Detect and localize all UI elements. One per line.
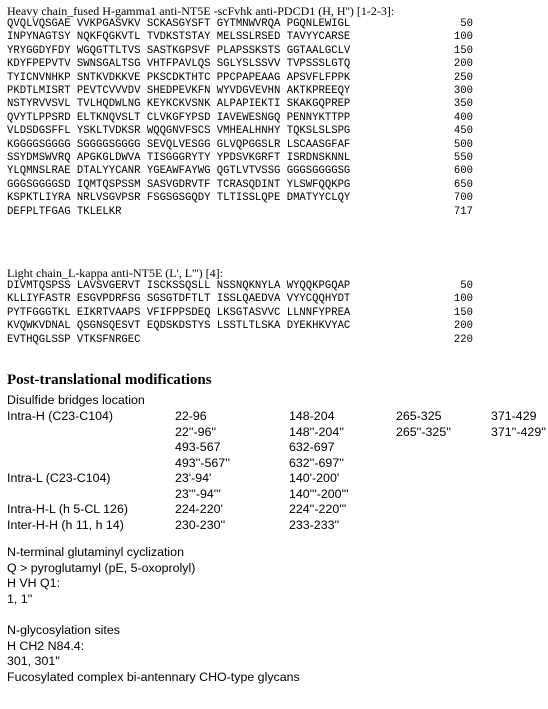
- glycosylation-line: Fucosylated complex bi-antennary CHO-type glycans: [7, 669, 300, 684]
- heavy-chain-title: Heavy chain_fused H-gamma1 anti-NT5E -scFvhk anti-PDCD1 (H, H'') [1-2-3]:: [7, 4, 395, 18]
- disulfide-bridge: 371''-429'': [491, 424, 546, 439]
- sequence-text: PYTFGGGTKL EIKRTVAAPS VFIFPPSDEQ LKSGTASVVC LLNNFYPREA: [7, 306, 351, 319]
- sequence-position: 500: [453, 138, 473, 151]
- sequence-position: 50: [460, 18, 473, 30]
- sequence-row: [7, 45, 473, 58]
- sequence-text: YRYGGDYFDY WGQGTTLTVS SASTKGPSVF PLAPSSKSTS GGTAALGCLV: [7, 44, 351, 57]
- disulfide-row-label: Intra-H (C23-C104): [7, 409, 114, 423]
- sequence-position: 450: [453, 125, 473, 138]
- disulfide-row-label: Intra-H-L (h 5-CL 126): [7, 502, 128, 516]
- sequence-row: [7, 165, 473, 178]
- glycosylation-line: H CH2 N84.4:: [7, 638, 85, 653]
- sequence-text: PKDTLMISRT PEVTCVVVDV SHEDPEVKFN WYVDGVEVHN AKTKPREEQY: [7, 85, 351, 98]
- sequence-position: 100: [453, 31, 473, 44]
- sequence-position: 220: [453, 333, 473, 346]
- sequence-text: QVYTLPPSRD ELTKNQVSLT CLVKGFYPSD IAVEWESNGQ PENNYKTTPP: [7, 111, 351, 124]
- sequence-text: QVQLVQSGAE VVKPGASVKV SCKASGYSFT GYTMNWVRQA PGQNLEWIGL: [7, 18, 351, 30]
- sequence-text: KLLIYFASTR ESGVPDRFSG SGSGTDFTLT ISSLQAEDVA VYYCQQHYDT: [7, 293, 351, 306]
- sequence-text: INPYNAGTSY NQKFQGKVTL TVDKSTSTAY MELSSLRSED TAVYYCARSE: [7, 31, 351, 44]
- sequence-position: 400: [453, 111, 473, 124]
- sequence-text: EVTHQGLSSP VTKSFNRGEC: [7, 333, 141, 346]
- sequence-row: [7, 334, 473, 347]
- sequence-row: [7, 18, 473, 31]
- sequence-row: [7, 293, 473, 306]
- disulfide-bridge: 493''-567'': [175, 455, 230, 470]
- sequence-text: DEFPLTFGAG TKLELKR: [7, 205, 122, 218]
- disulfide-bridge: 371-429: [491, 409, 537, 423]
- disulfide-bridge: 23'-94': [175, 471, 212, 485]
- light-chain-title: Light chain_L-kappa anti-NT5E (L', L''') [4]:: [7, 266, 223, 280]
- light-chain-sequence: [7, 280, 473, 347]
- sequence-position: 100: [453, 293, 473, 306]
- sequence-position: 300: [453, 85, 473, 98]
- disulfide-bridge: 140'-200': [289, 471, 340, 485]
- sequence-position: 200: [453, 320, 473, 333]
- heavy-chain-section: [7, 4, 473, 219]
- disulfide-bridge: 140'''-200''': [289, 486, 349, 501]
- sequence-text: GGGSGGGGSD IQMTQSPSSM SASVGDRVTF TCRASQDINT YLSWFQQKPG: [7, 178, 351, 191]
- sequence-row: [7, 280, 473, 293]
- sequence-row: [7, 98, 473, 111]
- disulfide-bridge: 148''-204'': [289, 424, 344, 439]
- sequence-position: 650: [453, 178, 473, 191]
- disulfide-row-label: Inter-H-H (h 11, h 14): [7, 517, 124, 532]
- cyclization-title: N-terminal glutaminyl cyclization: [7, 545, 184, 559]
- sequence-row: [7, 125, 473, 138]
- sequence-row: [7, 152, 473, 165]
- disulfide-row: [7, 425, 547, 441]
- disulfide-bridge: 632''-697'': [289, 455, 344, 470]
- sequence-text: KVQWKVDNAL QSGNSQESVT EQDSKDSTYS LSSTLTLSKA DYEKHKVYAC: [7, 320, 351, 333]
- sequence-text: VLDSDGSFFL YSKLTVDKSR WQQGNVFSCS VMHEALHNHY TQKSLSLSPG: [7, 125, 351, 138]
- disulfide-row-label: Intra-L (C23-C104): [7, 471, 111, 485]
- sequence-row: [7, 179, 473, 192]
- ptm-heading: Post-translational modifications: [7, 372, 212, 388]
- disulfide-bridge: 265-325: [396, 409, 442, 423]
- sequence-row: [7, 72, 473, 85]
- disulfide-label: Disulfide bridges location: [7, 393, 145, 407]
- disulfide-row: [7, 518, 547, 534]
- sequence-position: 50: [460, 280, 473, 292]
- disulfide-bridge: 265''-325'': [396, 424, 451, 439]
- sequence-row: [7, 320, 473, 333]
- sequence-text: DIVMTQSPSS LAVSVGERVT ISCKSSQSLL NSSNQKNYLA WYQQKPGQAP: [7, 280, 351, 292]
- disulfide-row: [7, 409, 547, 425]
- cyclization-line: 1, 1'': [7, 591, 33, 606]
- disulfide-bridge: 22-96: [175, 409, 207, 423]
- sequence-text: YLQMNSLRAE DTALYYCANR YGEAWFAYWG QGTLVTVSSG GGGSGGGGSG: [7, 165, 351, 178]
- disulfide-row: [7, 440, 547, 456]
- sequence-row: [7, 112, 473, 125]
- disulfide-bridge: 224''-220''': [289, 502, 347, 516]
- sequence-row: [7, 85, 473, 98]
- sequence-row: [7, 206, 473, 219]
- cyclization-line: H VH Q1:: [7, 576, 61, 590]
- sequence-position: 717: [453, 205, 473, 218]
- sequence-position: 600: [453, 165, 473, 178]
- disulfide-bridge: 233-233'': [289, 517, 340, 532]
- sequence-position: 550: [453, 152, 473, 165]
- sequence-text: TYICNVNHKP SNTKVDKKVE PKSCDKTHTC PPCPAPEAAG APSVFLFPPK: [7, 71, 351, 84]
- sequence-position: 150: [453, 306, 473, 319]
- disulfide-row: [7, 456, 547, 472]
- disulfide-bridge: 148-204: [289, 409, 335, 423]
- sequence-position: 700: [453, 192, 473, 205]
- sequence-row: [7, 139, 473, 152]
- heavy-chain-sequence: [7, 18, 473, 219]
- sequence-text: NSTYRVVSVL TVLHQDWLNG KEYKCKVSNK ALPAPIEKTI SKAKGQPREP: [7, 98, 351, 111]
- disulfide-row: [7, 471, 547, 487]
- disulfide-bridge: 22''-96'': [175, 424, 217, 439]
- disulfide-bridge: 230-230'': [175, 517, 226, 532]
- sequence-row: [7, 192, 473, 205]
- glycosylation-line: 301, 301'': [7, 654, 60, 668]
- sequence-row: [7, 58, 473, 71]
- light-chain-section: [7, 266, 473, 347]
- sequence-row: [7, 307, 473, 320]
- disulfide-bridge: 493-567: [175, 440, 221, 454]
- disulfide-row: [7, 502, 547, 518]
- sequence-position: 250: [453, 71, 473, 84]
- glycosylation-title: N-glycosylation sites: [7, 623, 120, 637]
- sequence-text: KGGGGSGGGG SGGGGSGGGG SEVQLVESGG GLVQPGGSLR LSCAASGFAF: [7, 138, 351, 151]
- sequence-text: KSPKTLIYRA NRLVSGVPSR FSGSGSGQDY TLTISSLQPE DMATYYCLQY: [7, 192, 351, 205]
- sequence-text: SSYDMSWVRQ APGKGLDWVA TISGGGRYTY YPDSVKGRFT ISRDNSKNNL: [7, 152, 351, 165]
- cyclization-line: Q > pyroglutamyl (pE, 5-oxoprolyl): [7, 560, 196, 575]
- sequence-row: [7, 31, 473, 44]
- sequence-position: 200: [453, 58, 473, 71]
- sequence-position: 150: [453, 44, 473, 57]
- sequence-position: 350: [453, 98, 473, 111]
- disulfide-table: [7, 409, 547, 533]
- cyclization-section: [7, 545, 195, 607]
- disulfide-bridge: 632-697: [289, 440, 335, 454]
- disulfide-bridge: 224-220': [175, 502, 223, 516]
- glycosylation-section: [7, 623, 300, 685]
- sequence-text: KDYFPEPVTV SWNSGALTSG VHTFPAVLQS SGLYSLSSVV TVPSSSLGTQ: [7, 58, 351, 71]
- disulfide-row: [7, 487, 547, 503]
- disulfide-bridge: 23'''-94''': [175, 486, 221, 501]
